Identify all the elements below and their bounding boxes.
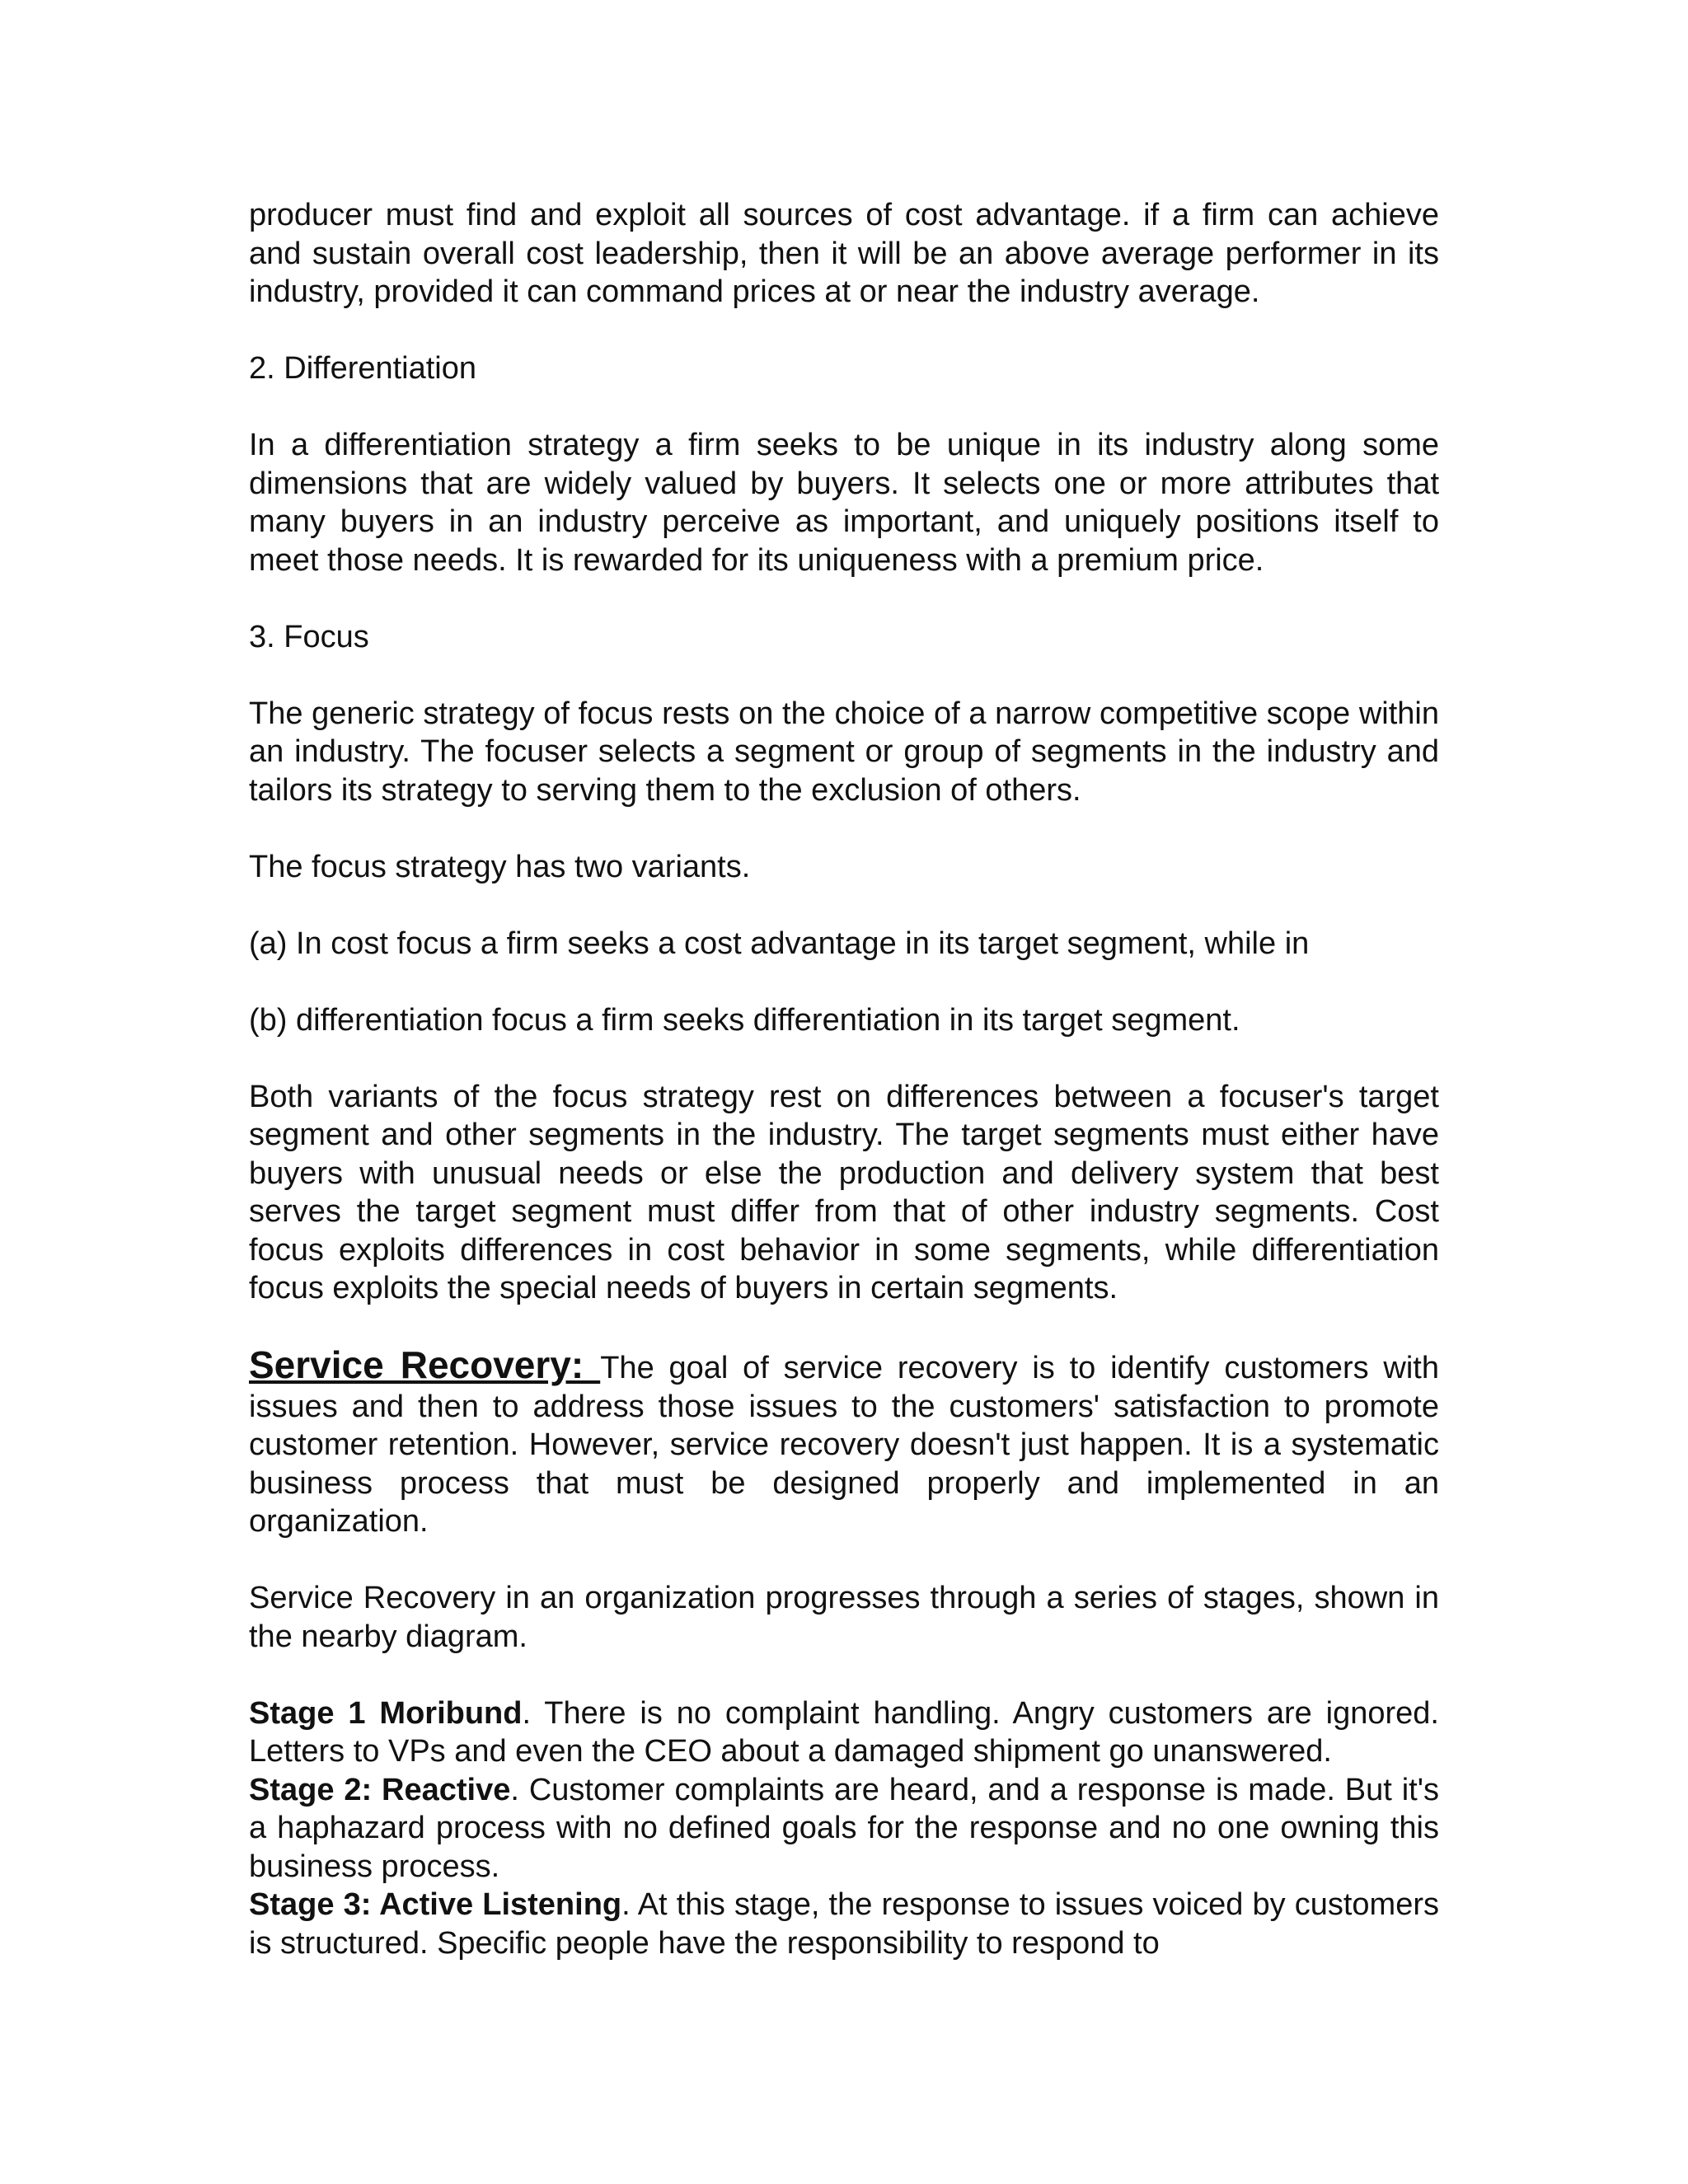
stages-intro-paragraph: Service Recovery in an organization progresses through a series of stages, shown in the nearby diagram. bbox=[249, 1581, 1439, 1654]
stage-2-paragraph bbox=[249, 1771, 1439, 1886]
differentiation-focus-variant: (b) differentiation focus a firm seeks differentiation in its target segment. bbox=[249, 1002, 1240, 1038]
stage-2-text: . Customer complaints are heard, and a response is made. But it's a haphazard process with no defined goals for the response and no one owning this business process. bbox=[249, 1772, 1439, 1884]
document-page bbox=[249, 196, 1439, 1962]
service-recovery-paragraph bbox=[249, 1343, 1439, 1541]
differentiation-heading: 2. Differentiation bbox=[249, 351, 477, 386]
focus-variants-paragraph: Both variants of the focus strategy rest on differences between a focuser's target segment and other segments in the industry. The target segments must either have buyers with unusual needs or else the production and delivery system that best serves the target segment must differ from that of other industry segments. Cost focus exploits differences in cost behavior in some segments, while differentiation focus exploits the special needs of buyers in certain segments. bbox=[249, 1079, 1439, 1305]
focus-heading: 3. Focus bbox=[249, 619, 369, 654]
stage-1-title: Stage 1 Moribund bbox=[249, 1695, 523, 1731]
stage-3-title: Stage 3: Active Listening bbox=[249, 1887, 622, 1922]
stage-3-text: . At this stage, the response to issues voiced by customers is structured. Specific people have the responsibility to respond to bbox=[249, 1887, 1439, 1961]
focus-variants-intro: The focus strategy has two variants. bbox=[249, 849, 751, 884]
focus-paragraph: The generic strategy of focus rests on the choice of a narrow competitive scope within an industry. The focuser selects a segment or group of segments in the industry and tailors its strategy to serving them to the exclusion of others. bbox=[249, 696, 1439, 808]
stage-2-title: Stage 2: Reactive bbox=[249, 1772, 511, 1807]
stage-1-text: . There is no complaint handling. Angry customers are ignored. Letters to VPs and even the CEO about a damaged shipment go unanswered. bbox=[249, 1695, 1439, 1769]
cost-focus-variant: (a) In cost focus a firm seeks a cost advantage in its target segment, while in bbox=[249, 926, 1310, 961]
differentiation-paragraph: In a differentiation strategy a firm seeks to be unique in its industry along some dimensions that are widely valued by buyers. It selects one or more attributes that many buyers in an industry perceive as important, and uniquely positions itself to meet those needs. It is rewarded for its uniqueness with a premium price. bbox=[249, 428, 1439, 578]
stage-1-paragraph bbox=[249, 1694, 1439, 1771]
stage-3-paragraph bbox=[249, 1886, 1439, 1962]
service-recovery-heading: Service Recovery: bbox=[249, 1343, 601, 1386]
service-recovery-text: The goal of service recovery is to identify customers with issues and then to address those issues to the customers' satisfaction to promote customer retention. However, service recovery doesn't just happen. It is a systematic business process that must be designed properly and implemented in an organization. bbox=[249, 1351, 1439, 1539]
cost-leadership-paragraph: producer must find and exploit all sources of cost advantage. if a firm can achieve and sustain overall cost leadership, then it will be an above average performer in its industry, provided it can command prices at or near the industry average. bbox=[249, 198, 1439, 309]
